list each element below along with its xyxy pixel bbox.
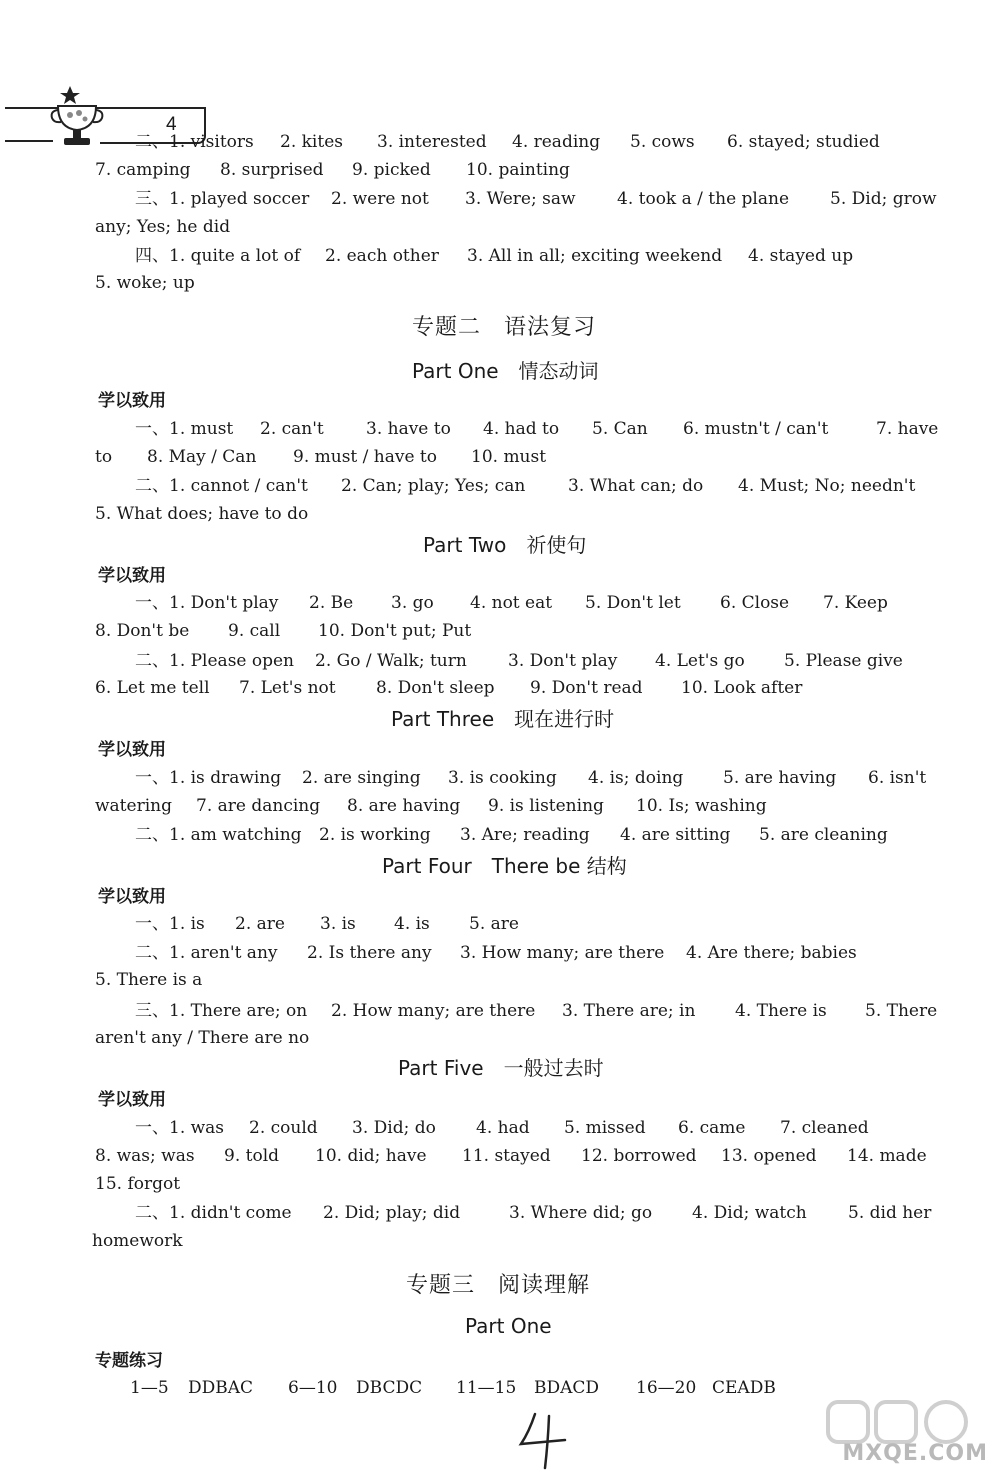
answer-item: 9. picked	[352, 160, 431, 180]
answer-item: 二、1. am watching	[135, 825, 302, 845]
page-header	[0, 40, 220, 135]
answer-item: 一、1. is	[135, 914, 205, 934]
exercise-subheading: 学以致用	[98, 1090, 166, 1110]
answer-item: 二、1. Please open	[135, 651, 295, 671]
section-title: 专题三 阅读理解	[406, 1273, 591, 1298]
answer-item: 3. All in all; exciting weekend	[467, 246, 723, 266]
answer-item: 5. are	[469, 914, 519, 934]
answer-item: 3. Don't play	[508, 651, 618, 671]
answer-item: 8. are having	[347, 796, 461, 816]
answer-item: 9. Don't read	[530, 678, 643, 698]
answer-item: watering	[95, 796, 172, 816]
answer-item: 7. cleaned	[780, 1118, 869, 1138]
answer-item: 一、1. must	[135, 419, 234, 439]
part-title: Part Three 现在进行时	[391, 707, 615, 731]
watermark-text: MXQE.COM	[842, 1441, 988, 1466]
exercise-subheading: 专题练习	[95, 1351, 163, 1371]
answer-item: 3. Did; do	[352, 1118, 436, 1138]
exercise-subheading: 学以致用	[98, 566, 166, 586]
exercise-subheading: 学以致用	[98, 887, 166, 907]
answer-item: 7. Let's not	[239, 678, 336, 698]
answer-item: 14. made	[847, 1146, 927, 1166]
answer-item: 3. have to	[366, 419, 451, 439]
answer-item: 6. Close	[720, 593, 790, 613]
answer-item: 5. cows	[630, 132, 695, 152]
answer-item: BDACD	[534, 1378, 600, 1398]
answer-item: 二、1. didn't come	[135, 1203, 292, 1223]
answer-item: 4. are sitting	[620, 825, 731, 845]
answer-item: 四、1. quite a lot of	[135, 246, 301, 266]
answer-item: 2. were not	[331, 189, 429, 209]
answer-item: 4. Did; watch	[692, 1203, 807, 1223]
answer-item: 9. must / have to	[293, 447, 438, 467]
answer-item: 3. is	[320, 914, 356, 934]
answer-item: 13. opened	[721, 1146, 817, 1166]
answer-item: 4. Must; No; needn't	[738, 476, 916, 496]
answer-item: 5. woke; up	[95, 273, 195, 293]
answer-item: 7. Keep	[823, 593, 888, 613]
answer-item: 4. Let's go	[655, 651, 745, 671]
section-title: 专题二 语法复习	[412, 315, 597, 340]
answer-item: 2. How many; are there	[331, 1001, 536, 1021]
answer-item: 10. did; have	[315, 1146, 427, 1166]
part-title: Part Four There be 结构	[382, 854, 627, 878]
answer-item: 3. is cooking	[448, 768, 557, 788]
answer-item: any; Yes; he did	[95, 217, 231, 237]
answer-item: 3. go	[391, 593, 434, 613]
answer-item: CEADB	[712, 1378, 776, 1398]
answer-item: 5. Please give	[784, 651, 903, 671]
answer-item: 2. Is there any	[307, 943, 432, 963]
answer-item: 4. took a / the plane	[617, 189, 790, 209]
answer-item: 4. Are there; babies	[686, 943, 857, 963]
answer-item: 5. There is a	[95, 970, 203, 990]
answer-item: to	[95, 447, 113, 467]
answer-item: 2. could	[249, 1118, 318, 1138]
answer-item: 5. Did; grow	[830, 189, 937, 209]
answer-item: 二、1. cannot / can't	[135, 476, 308, 496]
answer-item: aren't any / There are no	[95, 1028, 310, 1048]
answer-item: 10. painting	[466, 160, 570, 180]
answer-item: 4. stayed up	[748, 246, 854, 266]
answer-item: 二、1. aren't any	[135, 943, 278, 963]
answer-item: 2. are	[235, 914, 285, 934]
answer-item: 2. Go / Walk; turn	[315, 651, 467, 671]
part-title: Part Two 祈使句	[423, 533, 587, 557]
answer-item: 6. Let me tell	[95, 678, 210, 698]
answer-item: 5. missed	[564, 1118, 646, 1138]
answer-item: 2. kites	[280, 132, 343, 152]
answer-item: 5. are cleaning	[759, 825, 888, 845]
answer-item: 2. are singing	[302, 768, 421, 788]
answer-item: 8. surprised	[220, 160, 324, 180]
answer-item: 4. reading	[512, 132, 601, 152]
exercise-subheading: 学以致用	[98, 391, 166, 411]
answer-item: 5. There	[865, 1001, 938, 1021]
answer-item: 二、1. visitors	[135, 132, 254, 152]
answer-item: DDBAC	[188, 1378, 254, 1398]
answer-item: 一、1. was	[135, 1118, 225, 1138]
answer-item: 一、1. is drawing	[135, 768, 282, 788]
answer-item: 11. stayed	[462, 1146, 551, 1166]
answer-item: 4. had to	[483, 419, 560, 439]
part-title: Part Five 一般过去时	[398, 1056, 604, 1080]
header-rule-lower	[5, 140, 53, 142]
answer-item: 4. not eat	[470, 593, 553, 613]
answer-item: 3. Are; reading	[460, 825, 590, 845]
answer-item: 15. forgot	[95, 1174, 181, 1194]
answer-item: 5. did her	[848, 1203, 932, 1223]
answer-item: 10. Is; washing	[636, 796, 767, 816]
answer-item: 10. must	[471, 447, 547, 467]
handwritten-mark	[515, 1410, 575, 1470]
answer-item: 8. May / Can	[147, 447, 257, 467]
answer-item: 8. was; was	[95, 1146, 195, 1166]
trophy-icon	[48, 84, 106, 148]
answer-item: 三、1. There are; on	[135, 1001, 308, 1021]
handwritten-text: 4	[515, 1410, 516, 1411]
answer-item: 2. Can; play; Yes; can	[341, 476, 526, 496]
answer-item: 2. is working	[319, 825, 431, 845]
answer-item: 3. What can; do	[568, 476, 704, 496]
answer-item: 9. is listening	[488, 796, 604, 816]
answer-item: 3. Where did; go	[509, 1203, 653, 1223]
answer-item: 4. is; doing	[588, 768, 684, 788]
answer-item: 3. Were; saw	[465, 189, 576, 209]
answer-item: 6. stayed; studied	[727, 132, 880, 152]
answer-item: 7. have	[876, 419, 939, 439]
answer-item: 7. camping	[95, 160, 191, 180]
answer-item: 9. told	[224, 1146, 280, 1166]
answer-item: DBCDC	[356, 1378, 423, 1398]
answer-item: 4. is	[394, 914, 430, 934]
answer-item: homework	[92, 1231, 183, 1251]
part-title: Part One 情态动词	[412, 359, 599, 383]
answer-item: 一、1. Don't play	[135, 593, 279, 613]
answer-item: 3. interested	[377, 132, 487, 152]
answer-item: 3. How many; are there	[460, 943, 665, 963]
answer-item: 11—15	[456, 1378, 517, 1398]
answer-item: 2. Be	[309, 593, 354, 613]
answer-item: 8. Don't be	[95, 621, 190, 641]
answer-item: 10. Look after	[681, 678, 803, 698]
answer-item: 4. There is	[735, 1001, 827, 1021]
answer-item: 5. are having	[723, 768, 837, 788]
answer-item: 1—5	[130, 1378, 169, 1398]
answer-item: 16—20	[636, 1378, 697, 1398]
answer-item: 2. Did; play; did	[323, 1203, 461, 1223]
answer-item: 7. are dancing	[196, 796, 321, 816]
answer-item: 三、1. played soccer	[135, 189, 310, 209]
answer-item: 12. borrowed	[581, 1146, 697, 1166]
answer-item: 2. each other	[325, 246, 439, 266]
answer-item: 6. isn't	[868, 768, 927, 788]
page-number: 4	[166, 114, 177, 135]
part-title: Part One	[465, 1314, 552, 1338]
answer-item: 8. Don't sleep	[376, 678, 495, 698]
answer-item: 5. What does; have to do	[95, 504, 309, 524]
answer-item: 2. can't	[260, 419, 324, 439]
answer-item: 5. Can	[592, 419, 648, 439]
exercise-subheading: 学以致用	[98, 740, 166, 760]
answer-item: 9. call	[228, 621, 281, 641]
answer-item: 10. Don't put; Put	[318, 621, 472, 641]
answer-item: 5. Don't let	[585, 593, 681, 613]
answer-item: 6. came	[678, 1118, 746, 1138]
answer-item: 3. There are; in	[562, 1001, 696, 1021]
answer-item: 6—10	[288, 1378, 338, 1398]
answer-item: 6. mustn't / can't	[683, 419, 829, 439]
answer-item: 4. had	[476, 1118, 530, 1138]
